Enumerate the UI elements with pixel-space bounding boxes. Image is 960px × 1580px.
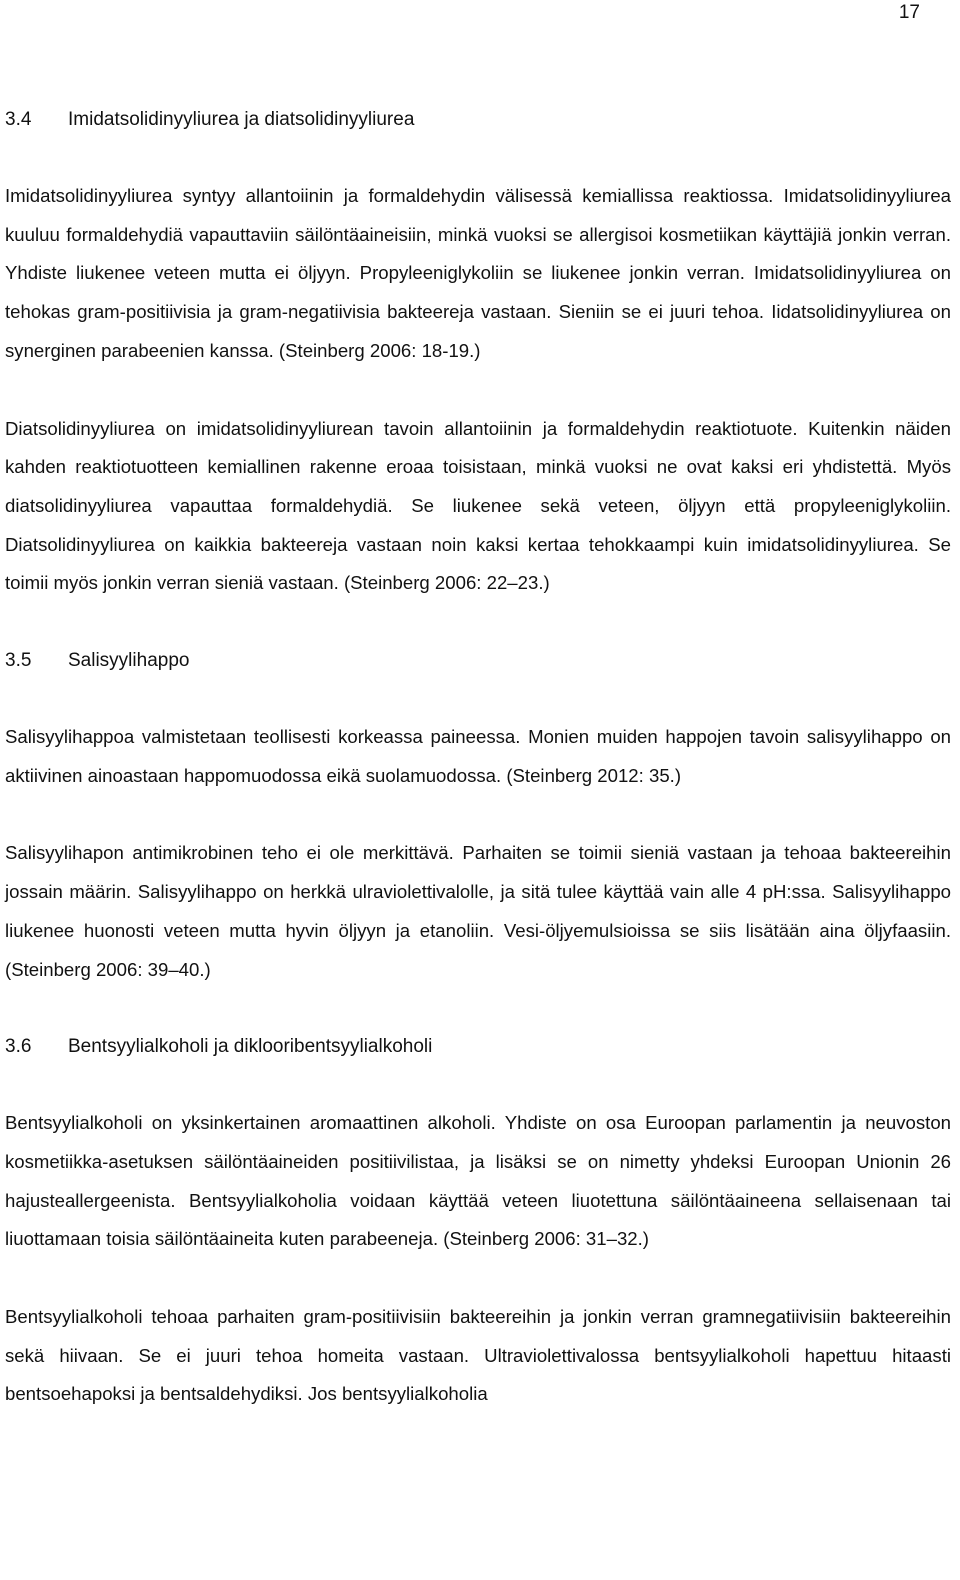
- section-number: 3.4: [5, 109, 32, 130]
- section-title: Imidatsolidinyyliurea ja diatsolidinyyliurea: [68, 109, 415, 130]
- paragraph: Diatsolidinyyliurea on imidatsolidinyyliurean tavoin allantoiinin ja formaldehydin reaktiotuote. Kuitenkin näiden kahden reaktiotuotteen kemiallinen rakenne eroaa toisistaan, minkä vuoksi ne ovat kaksi eri yhdistettä. Myös diatsolidinyyliurea vapauttaa formaldehydiä. Se liukenee sekä veteen, öljyyn että propyleeniglykoliin. Diatsolidinyyliurea on kaikkia bakteereja vastaan noin kaksi kertaa tehokkaampi kuin imidatsolidinyyliurea. Se toimii myös jonkin verran sieniä vastaan. (Steinberg 2006: 22–23.): [5, 417, 951, 594]
- paragraph: Imidatsolidinyyliurea syntyy allantoiinin ja formaldehydin välisessä kemiallissa reaktiossa. Imidatsolidinyyliurea kuuluu formaldehydiä vapauttaviin säilöntäaineisiin, minkä vuoksi se allergisoi kosmetiikan käyttäjiä jonkin verran. Yhdiste liukenee veteen mutta ei öljyyn. Propyleeniglykoliin se liukenee jonkin verran. Imidatsolidinyyliurea on tehokas gram-positiivisia ja gram-negatiivisia bakteereja vastaan. Sieniin se ei juuri tehoa. Iidatsolidinyyliurea on synerginen parabeenien kanssa. (Steinberg 2006: 18-19.): [5, 185, 951, 361]
- section-number: 3.6: [5, 1036, 32, 1058]
- page-number: 17: [898, 2, 920, 23]
- paragraph: Salisyylihappoa valmistetaan teollisesti korkeassa paineessa. Monien muiden happojen tavoin salisyylihappo on aktiivinen ainoastaan happomuodossa eikä suolamuodossa. (Steinberg 2012: 35.): [5, 726, 951, 786]
- section-title: Bentsyylialkoholi ja diklooribentsyylialkoholi: [68, 1036, 433, 1058]
- section-heading-3-4: [5, 100, 951, 139]
- section-title: Salisyylihappo: [68, 650, 190, 672]
- section-heading-3-5: [5, 641, 951, 680]
- paragraph: Salisyylihapon antimikrobinen teho ei ole merkittävä. Parhaiten se toimii sieniä vastaan ja tehoaa bakteereihin jossain määrin. Salisyylihappo on herkkä ulraviolettivalolle, ja sitä tulee käyttää vain alle 4 pH:ssa. Salisyylihappo liukenee huonosti veteen mutta hyvin öljyyn ja etanoliin. Vesi-öljyemulsioissa se siis lisätään aina öljyfaasiin. (Steinberg 2006: 39–40.): [5, 842, 951, 980]
- section-number: 3.5: [5, 650, 32, 672]
- document-body: [5, 100, 951, 1414]
- paragraph: Bentsyylialkoholi on yksinkertainen aromaattinen alkoholi. Yhdiste on osa Euroopan parlamentin ja neuvoston kosmetiikka-asetuksen säilöntäaineiden positiivilistaa, ja lisäksi se on nimetty yhdeksi Euroopan Unionin 26 hajusteallergeenista. Bentsyylialkoholia voidaan käyttää veteen liuotettuna säilöntäaineena sellaisenaan tai liuottamaan toisia säilöntäaineita kuten parabeeneja. (Steinberg 2006: 31–32.): [5, 1112, 951, 1250]
- paragraph: Bentsyylialkoholi tehoaa parhaiten gram-positiivisiin bakteereihin ja jonkin verran gramnegatiivisiin bakteereihin sekä hiivaan. Se ei juuri tehoa homeita vastaan. Ultraviolettivalossa bentsyylialkoholi hapettuu hitaasti bentsoehapoksi ja bentsaldehydiksi. Jos bentsyylialkoholia: [5, 1306, 951, 1405]
- section-heading-3-6: [5, 1027, 951, 1066]
